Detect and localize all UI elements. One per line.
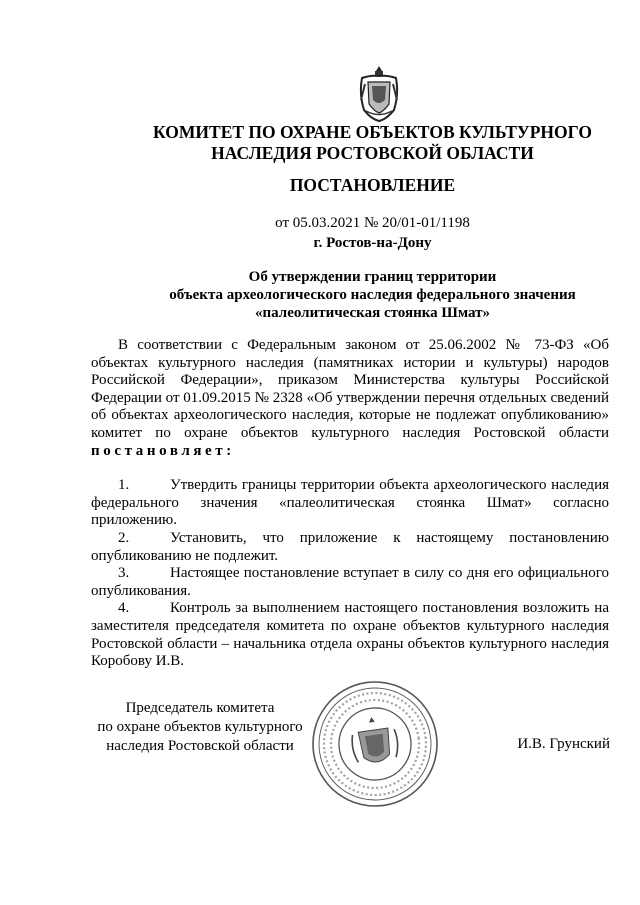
organization-name-line2: НАСЛЕДИЯ РОСТОВСКОЙ ОБЛАСТИ [211, 143, 534, 163]
decree-item [91, 600, 609, 670]
preamble-text: В соответствии с Федеральным законом от 25.06.2002 № 73-ФЗ «Об объектах культурного наследия (памятниках истории и культуры) народов Российской Федерации», приказом Министерства культуры Российской Федерации от 01.09.2015 № 2328 «Об утверждении перечня отдельных сведений об объектах археологического наследия, которые не подлежат опубликованию» комитет по охране объектов культурного наследия Ростовской области [91, 337, 609, 441]
item-text: Установить, что приложение к настоящему постановлению опубликованию не подлежит. [91, 529, 609, 564]
decree-item [91, 477, 609, 530]
item-number: 2. [118, 529, 130, 546]
decree-items [91, 477, 609, 671]
decree-word: постановляет: [91, 442, 235, 459]
signer-name: И.В. Грунский [517, 736, 610, 752]
item-number: 4. [118, 600, 130, 617]
city: г. Ростов-на-Дону [313, 235, 432, 251]
document-subject [105, 268, 640, 322]
subject-line3: «палеолитическая стоянка Шмат» [255, 305, 490, 321]
coat-of-arms-emblem [356, 64, 402, 122]
document-type: ПОСТАНОВЛЕНИЕ [289, 175, 456, 195]
decree-item [91, 565, 609, 600]
subject-line1: Об утверждении границ территории [248, 269, 497, 285]
item-text: Настоящее постановление вступает в силу со дня его официального опубликования. [91, 565, 609, 599]
subject-line2: объекта археологического наследия федерального значения [169, 287, 576, 303]
document-meta [105, 213, 640, 253]
organization-name-line1: КОМИТЕТ ПО ОХРАНЕ ОБЪЕКТОВ КУЛЬТУРНОГО [153, 122, 592, 142]
date-number: от 05.03.2021 № 20/01-01/1198 [275, 215, 470, 231]
decree-item [91, 530, 609, 565]
organization-name [0, 122, 640, 164]
position-line3: наследия Ростовской области [106, 738, 294, 754]
signatory-position [80, 699, 320, 756]
document-body [91, 337, 609, 671]
preamble-paragraph [91, 337, 609, 460]
position-line1: Председатель комитета [125, 700, 275, 716]
item-text: Контроль за выполнением настоящего постановления возложить на заместителя председателя комитета по охране объектов культурного наследия Ростовской области – начальника отдела охраны объектов культурного наследия Коробову И.В. [91, 600, 609, 670]
item-number: 1. [118, 477, 130, 494]
item-text: Утвердить границы территории объекта археологического наследия федерального значения «палеолитическая стоянка Шмат» согласно приложению. [91, 477, 609, 529]
position-line2: по охране объектов культурного [97, 719, 303, 735]
official-seal-stamp [310, 676, 440, 812]
item-number: 3. [118, 565, 130, 582]
